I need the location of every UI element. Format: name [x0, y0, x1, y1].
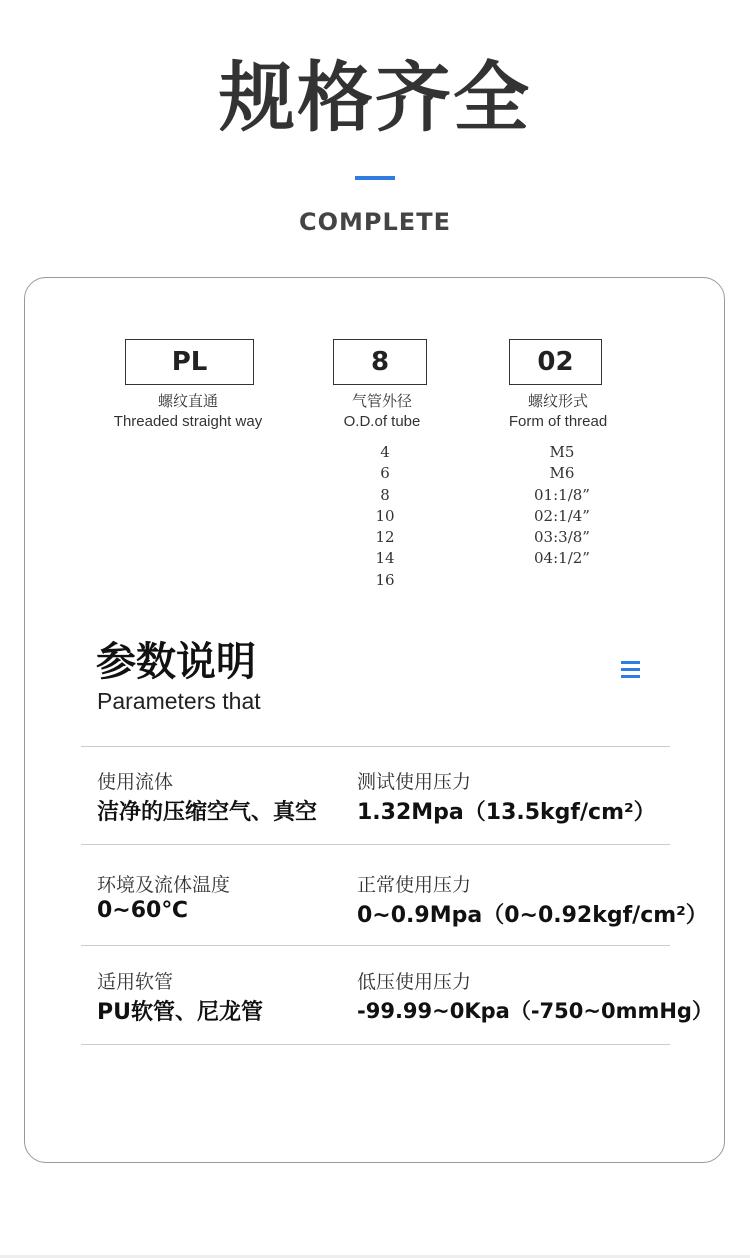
code-caption-thread-en: Form of thread — [508, 413, 608, 430]
param-value-test-pressure: 1.32Mpa（13.5kgf/cm²） — [357, 800, 656, 825]
param-label-test-pressure: 测试使用压力 — [357, 771, 472, 793]
parameters-subtitle: Parameters that — [97, 688, 261, 714]
code-caption-type-cn: 螺纹直通 — [157, 393, 218, 410]
param-label-tubing: 适用软管 — [97, 971, 174, 993]
page-title: 规格齐全 — [219, 53, 531, 142]
code-box-type: PL — [125, 339, 254, 385]
param-value-working-pressure: 0~0.9Mpa（0~0.92kgf/cm²） — [357, 903, 708, 928]
list-item: M6 — [549, 464, 575, 483]
list-item: 6 — [380, 464, 390, 483]
list-item: 12 — [375, 528, 395, 547]
code-box-tube-od: 8 — [333, 339, 427, 385]
list-item: 01:1/8” — [534, 485, 590, 504]
page-subtitle: COMPLETE — [299, 208, 451, 236]
param-label-working-pressure: 正常使用压力 — [357, 874, 472, 896]
list-item: 02:1/4” — [534, 506, 590, 525]
row-divider — [81, 945, 670, 946]
param-value-tubing: PU软管、尼龙管 — [97, 1000, 263, 1025]
title-accent-bar — [355, 176, 395, 180]
param-label-temperature: 环境及流体温度 — [97, 874, 231, 896]
row-divider — [81, 746, 670, 747]
list-item: 16 — [375, 570, 395, 589]
list-item: 4 — [380, 443, 390, 461]
code-caption-thread — [486, 392, 630, 432]
code-caption-tube-od — [310, 392, 454, 432]
list-item: 04:1/2” — [534, 549, 590, 568]
param-label-fluid: 使用流体 — [97, 771, 174, 793]
code-caption-type-en: Threaded straight way — [113, 413, 263, 430]
param-value-low-pressure: -99.99~0Kpa（-750~0mmHg） — [357, 999, 713, 1023]
param-label-low-pressure: 低压使用压力 — [357, 971, 472, 993]
tube-od-options — [345, 442, 425, 591]
list-item: M5 — [549, 443, 575, 461]
menu-icon — [621, 661, 640, 679]
thread-options — [512, 442, 612, 570]
row-divider — [81, 844, 670, 845]
param-value-fluid: 洁净的压缩空气、真空 — [97, 800, 318, 825]
row-divider — [81, 1044, 670, 1045]
list-item: 03:3/8” — [534, 528, 590, 547]
code-caption-tube-od-en: O.D.of tube — [343, 413, 421, 430]
code-caption-tube-od-cn: 气管外径 — [351, 393, 412, 410]
list-item: 14 — [375, 549, 395, 568]
code-box-thread: 02 — [509, 339, 602, 385]
parameters-title: 参数说明 — [96, 639, 256, 685]
param-value-temperature: 0~60℃ — [97, 898, 188, 923]
code-caption-thread-cn: 螺纹形式 — [527, 393, 588, 410]
list-item: 10 — [375, 506, 395, 525]
list-item: 8 — [380, 485, 390, 504]
code-caption-type — [90, 392, 286, 432]
